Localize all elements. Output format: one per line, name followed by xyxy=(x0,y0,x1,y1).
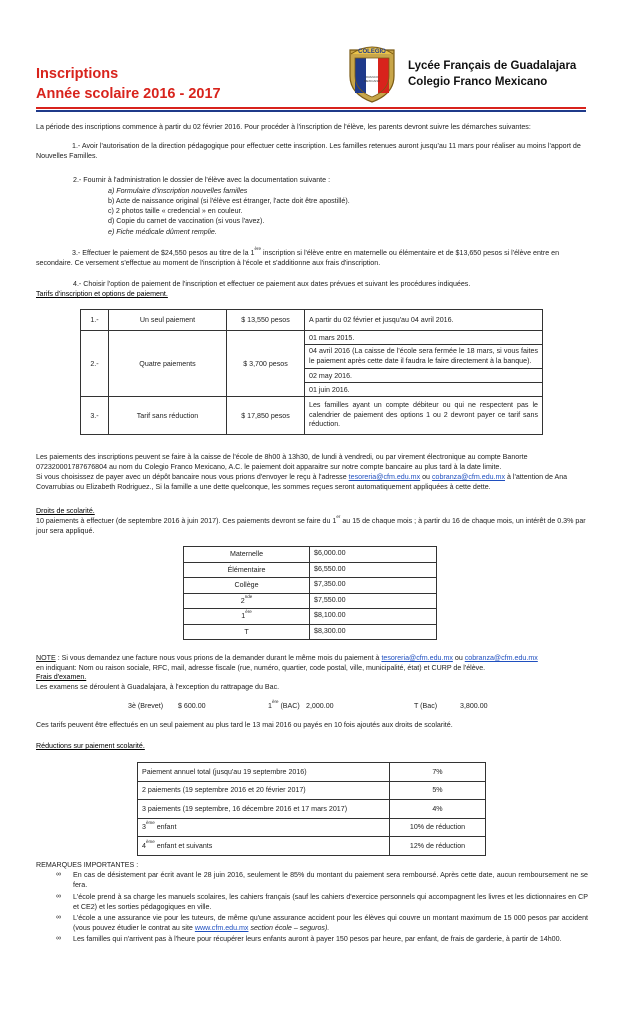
level-name: Maternelle xyxy=(184,547,310,563)
option-label: Tarif sans réduction xyxy=(109,397,227,435)
option-amount: $ 13,550 pesos xyxy=(227,310,305,331)
option-label: Un seul paiement xyxy=(109,310,227,331)
email-link-tesoreria[interactable]: tesoreria@cfm.edu.mx xyxy=(348,473,421,481)
level-name: 2nde xyxy=(184,593,310,609)
table-row xyxy=(184,609,437,625)
step-2-item-e: e) Fiche médicale dûment remplie. xyxy=(108,227,217,236)
school-name-line-1: Lycée Français de Guadalajara xyxy=(408,60,577,72)
step-3: 3.- Effectuer le paiement de $24,550 pesos au titre de la 1ère inscription si l'élève entre en maternelle ou élémentaire et de $13,650 pesos si l'élève entre en secondaire. Ce versement s'effectue au moment de l'inscription à l'école et s'additionne aux frais d'inscription. xyxy=(36,246,560,267)
table-row xyxy=(81,331,543,345)
remark-item: L'école a une assurance vie pour les tuteurs, de même qu'une assurance accident pour les élèves qui couvre un montant maximum de 15 000 pesos par accident (vous pouvez étudier le contrat au site www.cfm.edu.mx section école – seguros). xyxy=(73,914,588,932)
option-detail: 01 juin 2016. xyxy=(305,383,543,397)
table-row xyxy=(184,593,437,609)
level-amount: $8,100.00 xyxy=(310,609,437,625)
exam-tbac-amount: 3,800.00 xyxy=(460,702,488,710)
table-row xyxy=(138,763,486,782)
reduction-label: 3ème enfant xyxy=(138,818,390,837)
reduction-label: 4ème enfant et suivants xyxy=(138,837,390,856)
tarifs-note: Ces tarifs peuvent être effectués en un seul paiement au plus tard le 13 mai 2016 ou payés en 10 fois ajoutés aux droits de scolarité. xyxy=(36,721,453,729)
level-amount: $6,550.00 xyxy=(310,562,437,578)
level-name: Collège xyxy=(184,578,310,594)
title-line-2: Année scolaire 2016 - 2017 xyxy=(36,86,221,102)
exam-brevet-amount: $ 600.00 xyxy=(178,702,206,710)
infinity-bullet-icon: ∞ xyxy=(56,935,61,942)
option-number: 3.- xyxy=(81,397,109,435)
table-row xyxy=(184,547,437,563)
table-row xyxy=(138,818,486,837)
infinity-bullet-icon: ∞ xyxy=(56,893,61,900)
option-amount: $ 3,700 pesos xyxy=(227,331,305,397)
infinity-bullet-icon: ∞ xyxy=(56,871,61,878)
reduction-value: 4% xyxy=(390,800,486,819)
intro-paragraph: La période des inscriptions commence à partir du 02 février 2016. Pour procéder à l'inscription de l'élève, les parents devront suivre les démarches suivantes: xyxy=(36,123,531,131)
droits-heading: Droits de scolarité. xyxy=(36,507,95,515)
reduction-value: 12% de réduction xyxy=(390,837,486,856)
step-4: 4.- Choisir l'option de paiement de l'inscription et effectuer ce paiement aux dates prévues et suivant les procédures indiquées. xyxy=(73,280,471,288)
exam-bac1-label: 1ère (BAC) xyxy=(268,699,300,710)
email-link-cobranza[interactable]: cobranza@cfm.edu.mx xyxy=(431,473,506,481)
level-amount: $7,550.00 xyxy=(310,593,437,609)
level-amount: $7,350.00 xyxy=(310,578,437,594)
invoice-note: NOTE : Si vous demandez une facture nous vous prions de la demander durant le même mois du paiement à tesoreria@cfm.edu.mx ou cobranza@cfm.edu.mx en indiquant: Nom ou raison sociale, RFC, mail, adresse fiscale (rue, numéro, quartier, code postal, ville, municipalité, état) et CURP de l'élève. xyxy=(36,654,538,672)
step-2-item-c: c) 2 photos taille « credencial » en couleur. xyxy=(108,207,243,216)
payments-paragraph-1: Les paiements des inscriptions peuvent se faire à la caisse de l'école de 8h00 à 13h30, de lundi à vendredi, ou par virement électronique au compte Banorte 072320001787676804 au nom du Colegio Franco Mexicano, A.C. le paiement doit apparaitre sur notre compte bancaire au plus tard à la date limite. xyxy=(36,453,528,471)
level-amount: $6,000.00 xyxy=(310,547,437,563)
level-name: T xyxy=(184,624,310,640)
option-label: Quatre paiements xyxy=(109,331,227,397)
payments-paragraph-2: Si vous choisissez de payer avec un dépôt bancaire nous vous prions d'envoyer le reçu à l'adresse tesoreria@cfm.edu.mx ou cobranza@cfm.edu.mx à l'attention de Ana Covarrubias ou Elizabeth Rodriguez., Si la famille a une dette quelconque, les sommes reçues seront automatiquement appliquées à cette dette. xyxy=(36,473,568,491)
level-name: 1ère xyxy=(184,609,310,625)
reduction-value: 7% xyxy=(390,763,486,782)
droits-text: 10 paiements à effectuer (de septembre 2016 à juin 2017). Ces paiements devront se faire du 1er au 15 de chaque mois ; à partir du 16 de chaque mois, un intérêt de 0.3% par jour sera appliqué. xyxy=(36,514,586,535)
exam-text: Les examens se déroulent à Guadalajara, à l'exception du rattrapage du Bac. xyxy=(36,683,280,691)
step-2-item-b: b) Acte de naissance original (si l'élève est étranger, l'acte doit être apostillé). xyxy=(108,196,350,205)
table-row xyxy=(138,781,486,800)
table-row xyxy=(81,310,543,331)
reduction-value: 5% xyxy=(390,781,486,800)
email-link-cobranza[interactable]: cobranza@cfm.edu.mx xyxy=(464,654,538,662)
inscription-options-table xyxy=(80,309,543,435)
email-link-tesoreria[interactable]: tesoreria@cfm.edu.mx xyxy=(381,654,453,662)
reduction-label: Paiement annuel total (jusqu'au 19 septembre 2016) xyxy=(138,763,390,782)
exam-bac1-amount: 2,000.00 xyxy=(306,702,334,710)
infinity-bullet-icon: ∞ xyxy=(56,914,61,921)
remark-item: Les familles qui n'arrivent pas à l'heure pour récupérer leurs enfants auront à payer 150 pesos par heure, par enfant, de frais de garderie, à partir de 14h00. xyxy=(73,935,562,943)
table-row xyxy=(138,837,486,856)
remark-item: En cas de désistement par écrit avant le 28 juin 2016, seulement le 85% du montant du paiement sera remboursé. Après cette date, aucun remboursement ne se fera. xyxy=(73,871,588,889)
option-number: 2.- xyxy=(81,331,109,397)
table-row xyxy=(81,397,543,435)
school-crest-logo xyxy=(347,42,397,104)
svg-text:FRANCO: FRANCO xyxy=(365,75,379,79)
header-rule-blue xyxy=(36,110,586,112)
svg-text:MEXICANO: MEXICANO xyxy=(363,79,381,83)
option-detail: 04 avril 2016 (La caisse de l'école sera fermée le 18 mars, si vous faites le paiement après cette date il faudra le faire directement à la banque). xyxy=(305,345,543,369)
tuition-table xyxy=(183,546,437,640)
tarifs-heading: Tarifs d'inscription et options de paiement. xyxy=(36,290,168,298)
remarks-heading: REMARQUES IMPORTANTES : xyxy=(36,861,139,869)
svg-text:COLEGIO: COLEGIO xyxy=(358,49,386,55)
header-rule-red xyxy=(36,107,586,109)
level-name: Élémentaire xyxy=(184,562,310,578)
school-name-line-2: Colegio Franco Mexicano xyxy=(408,76,548,88)
table-row xyxy=(184,562,437,578)
document-title xyxy=(36,64,221,104)
exam-tbac-label: T (Bac) xyxy=(414,702,438,710)
table-row xyxy=(138,800,486,819)
reduction-value: 10% de réduction xyxy=(390,818,486,837)
option-detail: 02 may 2016. xyxy=(305,369,543,383)
reduction-label: 3 paiements (19 septembre, 16 décembre 2016 et 17 mars 2017) xyxy=(138,800,390,819)
table-row xyxy=(184,578,437,594)
option-detail: A partir du 02 février et jusqu'au 04 avril 2016. xyxy=(305,310,543,331)
table-row xyxy=(184,624,437,640)
reductions-heading: Réductions sur paiement scolarité. xyxy=(36,742,145,750)
step-2-item-d: d) Copie du carnet de vaccination (si vous l'avez). xyxy=(108,217,265,226)
option-amount: $ 17,850 pesos xyxy=(227,397,305,435)
level-amount: $8,300.00 xyxy=(310,624,437,640)
step-2-item-a: a) Formulaire d'inscription nouvelles familles xyxy=(108,186,248,195)
remark-item: L'école prend à sa charge les manuels scolaires, les cahiers français (sauf les cahiers d'exercice personnels qui accompagnent les livres et les dictionnaires en CP et CE2) et les sorties pédagogiques en ville. xyxy=(73,893,588,911)
option-number: 1.- xyxy=(81,310,109,331)
title-line-1: Inscriptions xyxy=(36,66,119,82)
exam-brevet-label: 3è (Brevet) xyxy=(128,702,164,710)
step-2-lead: 2.- Fournir à l'administration le dossier de l'élève avec la documentation suivante : xyxy=(73,176,331,184)
reductions-table xyxy=(137,762,486,856)
reduction-label: 2 paiements (19 septembre 2016 et 20 février 2017) xyxy=(138,781,390,800)
step-2-list xyxy=(108,186,350,237)
exam-heading: Frais d'examen. xyxy=(36,673,87,681)
website-link[interactable]: www.cfm.edu.mx xyxy=(194,923,249,932)
option-detail: 01 mars 2015. xyxy=(305,331,543,345)
option-detail: Les familles ayant un compte débiteur ou qui ne respectent pas le calendrier de paiement des options 1 ou 2 devront payer ce tarif sans réduction. xyxy=(305,397,543,435)
step-1: 1.- Avoir l'autorisation de la direction pédagogique pour effectuer cette inscription. Les familles retenues auront jusqu'au 11 mars pour réaliser au moins l'apport de Nouvelles Familles. xyxy=(36,142,581,160)
school-name xyxy=(408,58,576,90)
